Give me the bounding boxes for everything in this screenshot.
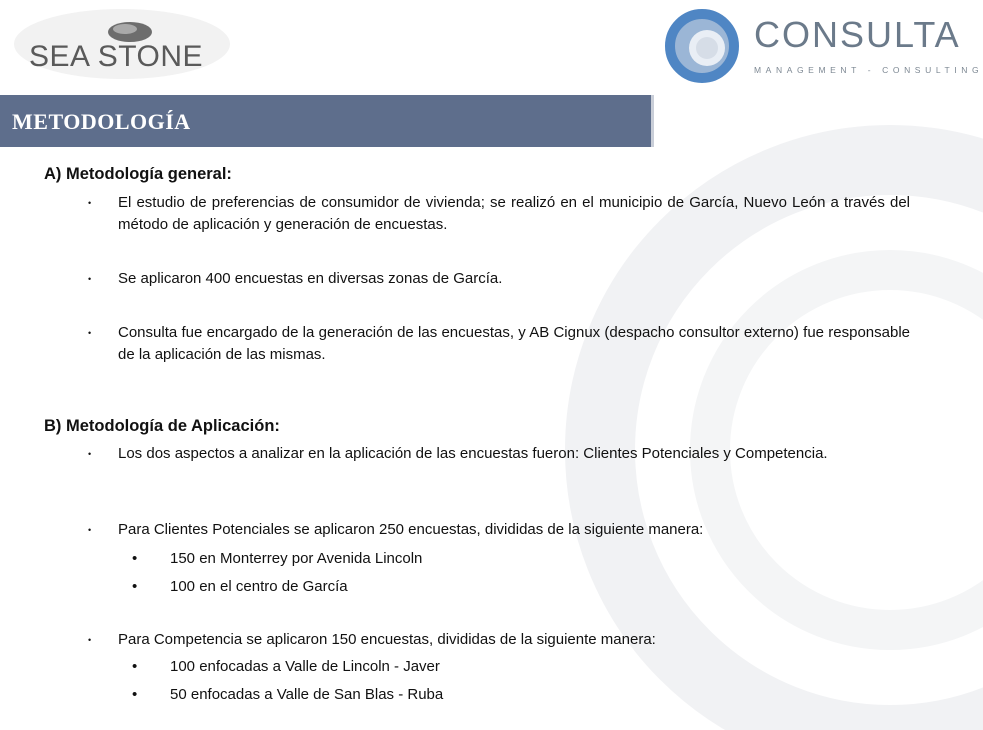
title-bar — [0, 95, 654, 147]
section-a-bullet-1: • El estudio de preferencias de consumidor de vivienda; se realizó en el municipio de García, Nuevo León a través del método de aplicación y generación de encuestas. — [118, 192, 910, 236]
section-b-bullet-1: • Los dos aspectos a analizar en la aplicación de las encuestas fueron: Clientes Potenciales y Competencia. — [118, 443, 910, 465]
sea-stone-wordmark: SEA STONE — [29, 40, 204, 73]
consulta-ring-icon — [660, 6, 750, 86]
section-a-heading: A) Metodología general: — [44, 165, 232, 183]
competencia-sub-bullet-2: • 50 enfocadas a Valle de San Blas - Ruba — [170, 684, 870, 706]
clientes-sub-bullet-1: • 150 en Monterrey por Avenida Lincoln — [170, 548, 870, 570]
competencia-sub-bullet-1: • 100 enfocadas a Valle de Lincoln - Javer — [170, 656, 870, 678]
page-title: METODOLOGÍA — [12, 109, 191, 134]
section-a-bullet-2: • Se aplicaron 400 encuestas en diversas zonas de García. — [118, 268, 910, 290]
consulta-wordmark: CONSULTA — [754, 14, 961, 55]
section-b-bullet-2: • Para Clientes Potenciales se aplicaron 250 encuestas, divididas de la siguiente manera: — [118, 519, 910, 541]
consulta-tagline: MANAGEMENT - CONSULTING — [754, 65, 983, 75]
clientes-sub-bullet-2: • 100 en el centro de García — [170, 576, 870, 598]
section-a-bullet-3: • Consulta fue encargado de la generación de las encuestas, y AB Cignux (despacho consultor externo) fue responsable de la aplicación de las mismas. — [118, 322, 910, 366]
section-b-heading: B) Metodología de Aplicación: — [44, 417, 280, 435]
section-b-bullet-3: • Para Competencia se aplicaron 150 encuestas, divididas de la siguiente manera: — [118, 629, 910, 651]
consulta-logo — [660, 6, 983, 86]
sea-stone-logo — [12, 8, 230, 80]
